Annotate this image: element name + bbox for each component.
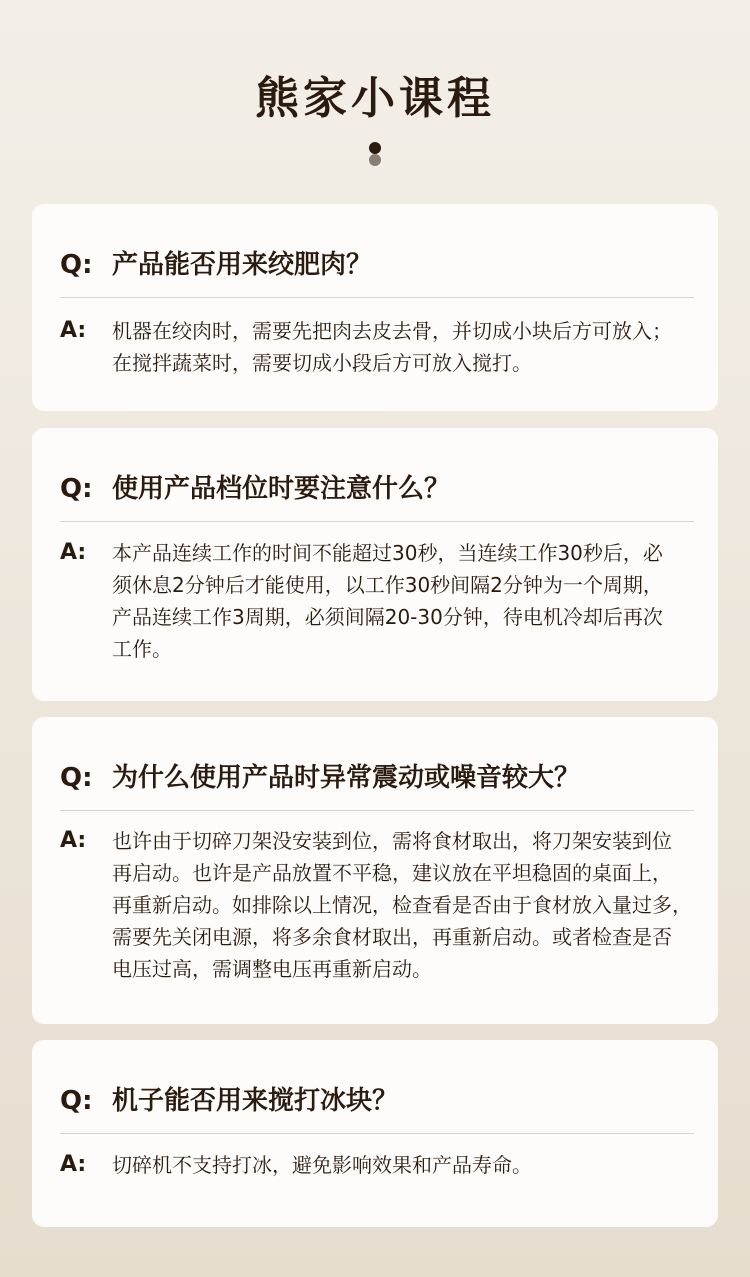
- card-divider: [60, 521, 694, 522]
- question-text: 产品能否用来绞肥肉？: [112, 250, 373, 280]
- answer-line: 在搅拌蔬菜时，需要切成小段后方可放入搅打。: [112, 351, 532, 375]
- answer-row: [60, 825, 698, 985]
- answer-line: 机器在绞肉时，需要先把肉去皮去骨，并切成小块后方可放入；: [112, 319, 672, 343]
- question-row: [60, 468, 694, 505]
- answer-line: 工作。: [112, 637, 172, 661]
- dot-light: [369, 154, 381, 166]
- answer-text: [112, 537, 698, 665]
- question-row: [60, 244, 694, 281]
- faq-card-3: [32, 717, 718, 1024]
- answer-text: [112, 315, 698, 379]
- page-title: 熊家小课程: [255, 73, 495, 124]
- title-dots-decoration: [368, 142, 382, 168]
- card-divider: [60, 810, 694, 811]
- answer-line: 须休息2分钟后才能使用，以工作30秒间隔2分钟为一个周期，: [112, 573, 663, 597]
- question-row: [60, 1080, 694, 1117]
- question-row: [60, 757, 694, 794]
- answer-row: [60, 537, 698, 665]
- dot-dark: [369, 142, 381, 154]
- answer-line: 电压过高，需调整电压再重新启动。: [112, 957, 432, 981]
- answer-line: 本产品连续工作的时间不能超过30秒，当连续工作30秒后，必: [112, 541, 663, 565]
- faq-card-1: [32, 204, 718, 411]
- question-prefix: Q:: [60, 763, 93, 793]
- faq-card-2: [32, 428, 718, 701]
- question-prefix: Q:: [60, 1086, 93, 1116]
- question-text: 机子能否用来搅打冰块？: [112, 1086, 399, 1116]
- question-prefix: Q:: [60, 474, 93, 504]
- answer-text: [112, 1149, 698, 1181]
- answer-text: [112, 825, 698, 985]
- answer-prefix: A:: [60, 1152, 87, 1177]
- answer-row: [60, 1149, 698, 1181]
- answer-line: 需要先关闭电源，将多余食材取出，再重新启动。或者检查是否: [112, 925, 672, 949]
- answer-line: 再启动。也许是产品放置不平稳，建议放在平坦稳固的桌面上，: [112, 861, 672, 885]
- card-divider: [60, 297, 694, 298]
- answer-prefix: A:: [60, 828, 87, 853]
- answer-line: 也许由于切碎刀架没安装到位，需将食材取出，将刀架安装到位: [112, 829, 672, 853]
- answer-line: 切碎机不支持打冰，避免影响效果和产品寿命。: [112, 1153, 532, 1177]
- answer-line: 再重新启动。如排除以上情况，检查看是否由于食材放入量过多，: [112, 893, 692, 917]
- question-text: 使用产品档位时要注意什么？: [112, 474, 451, 504]
- answer-row: [60, 315, 698, 379]
- question-prefix: Q:: [60, 250, 93, 280]
- question-text: 为什么使用产品时异常震动或噪音较大？: [112, 763, 581, 793]
- answer-line: 产品连续工作3周期，必须间隔20-30分钟，待电机冷却后再次: [112, 605, 663, 629]
- answer-prefix: A:: [60, 318, 87, 343]
- faq-card-4: [32, 1040, 718, 1227]
- answer-prefix: A:: [60, 540, 87, 565]
- card-divider: [60, 1133, 694, 1134]
